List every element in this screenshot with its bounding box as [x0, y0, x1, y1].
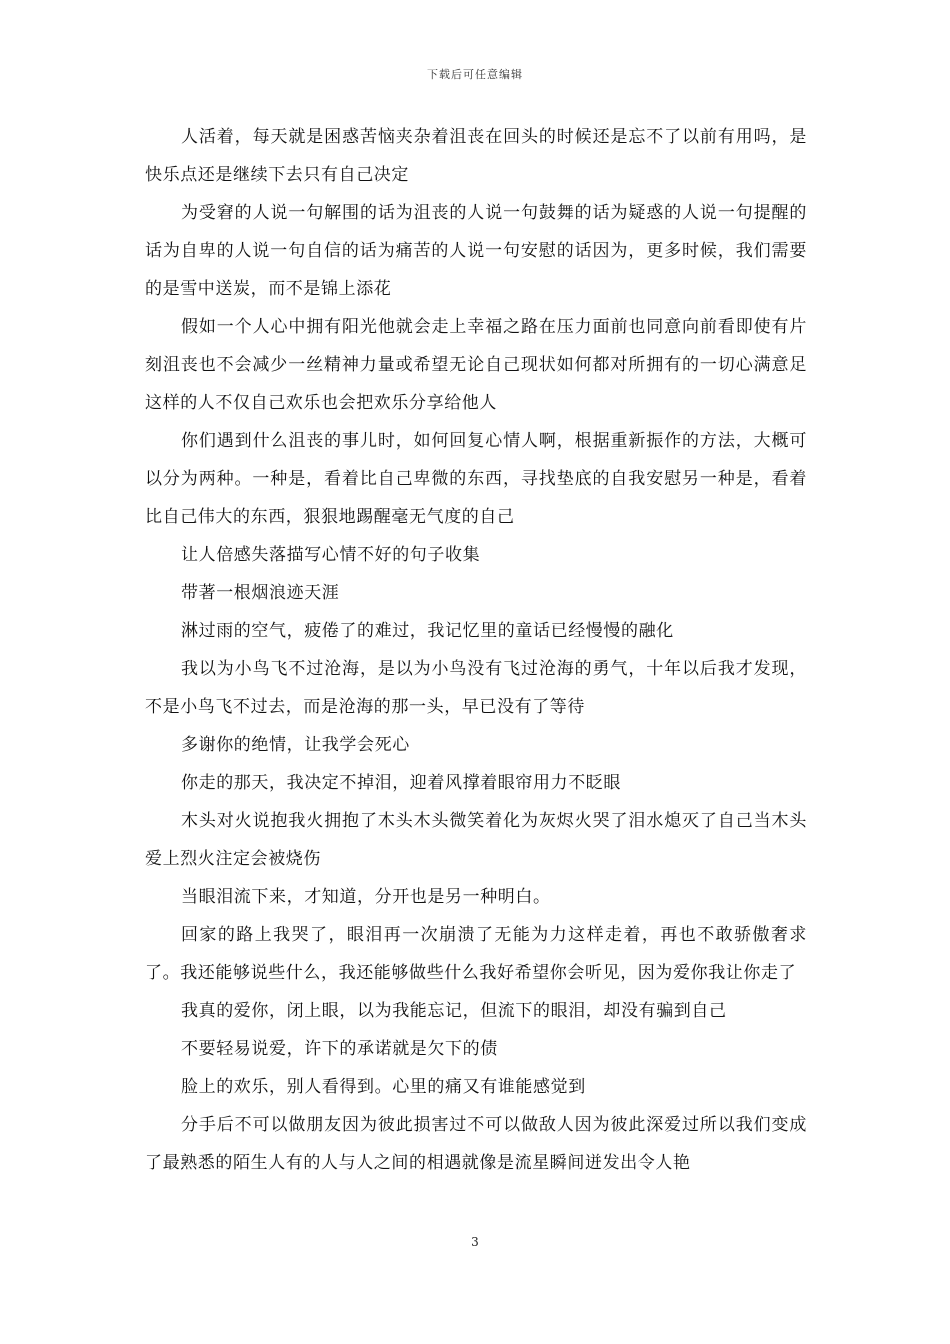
paragraph: 不要轻易说爱，许下的承诺就是欠下的债 [181, 1039, 498, 1059]
paragraph: 我真的爱你，闭上眼，以为我能忘记，但流下的眼泪，却没有骗到自己 [181, 1001, 727, 1021]
paragraph: 带著一根烟浪迹天涯 [181, 583, 340, 603]
paragraph: 多谢你的绝情，让我学会死心 [181, 735, 410, 755]
paragraph: 木头对火说抱我火拥抱了木头木头微笑着化为灰烬火哭了泪水熄灭了自己当木头爱上烈火注定会被烧伤 [145, 811, 807, 869]
paragraph: 你们遇到什么沮丧的事儿时，如何回复心情人啊，根据重新振作的方法，大概可以分为两种。一种是，看着比自己卑微的东西，寻找垫底的自我安慰另一种是，看着比自己伟大的东西，狠狠地踢醒毫无气度的自己 [145, 431, 807, 527]
paragraph: 你走的那天，我决定不掉泪，迎着风撑着眼帘用力不眨眼 [181, 773, 621, 793]
paragraph: 假如一个人心中拥有阳光他就会走上幸福之路在压力面前也同意向前看即使有片刻沮丧也不会减少一丝精神力量或希望无论自己现状如何都对所拥有的一切心满意足这样的人不仅自己欢乐也会把欢乐分享给他人 [145, 317, 807, 413]
paragraph: 脸上的欢乐，别人看得到。心里的痛又有谁能感觉到 [181, 1077, 586, 1097]
document-body [145, 118, 807, 1182]
paragraph: 我以为小鸟飞不过沧海，是以为小鸟没有飞过沧海的勇气，十年以后我才发现，不是小鸟飞不过去，而是沧海的那一头，早已没有了等待 [145, 659, 807, 717]
paragraph: 当眼泪流下来，才知道，分开也是另一种明白。 [181, 887, 551, 907]
page-number: 3 [471, 1235, 479, 1249]
paragraph: 人活着，每天就是困惑苦恼夹杂着沮丧在回头的时候还是忘不了以前有用吗，是快乐点还是继续下去只有自己决定 [145, 127, 807, 185]
paragraph: 回家的路上我哭了，眼泪再一次崩溃了无能为力这样走着，再也不敢骄傲奢求了。我还能够说些什么，我还能够做些什么我好希望你会听见，因为爱你我让你走了 [145, 925, 807, 983]
paragraph: 让人倍感失落描写心情不好的句子收集 [181, 545, 481, 565]
page-header: 下载后可任意编辑 [427, 68, 523, 81]
paragraph: 分手后不可以做朋友因为彼此损害过不可以做敌人因为彼此深爱过所以我们变成了最熟悉的陌生人有的人与人之间的相遇就像是流星瞬间迸发出令人艳 [145, 1115, 807, 1173]
paragraph: 淋过雨的空气，疲倦了的难过，我记忆里的童话已经慢慢的融化 [181, 621, 674, 641]
paragraph: 为受窘的人说一句解围的话为沮丧的人说一句鼓舞的话为疑惑的人说一句提醒的话为自卑的人说一句自信的话为痛苦的人说一句安慰的话因为，更多时候，我们需要的是雪中送炭，而不是锦上添花 [145, 203, 807, 299]
